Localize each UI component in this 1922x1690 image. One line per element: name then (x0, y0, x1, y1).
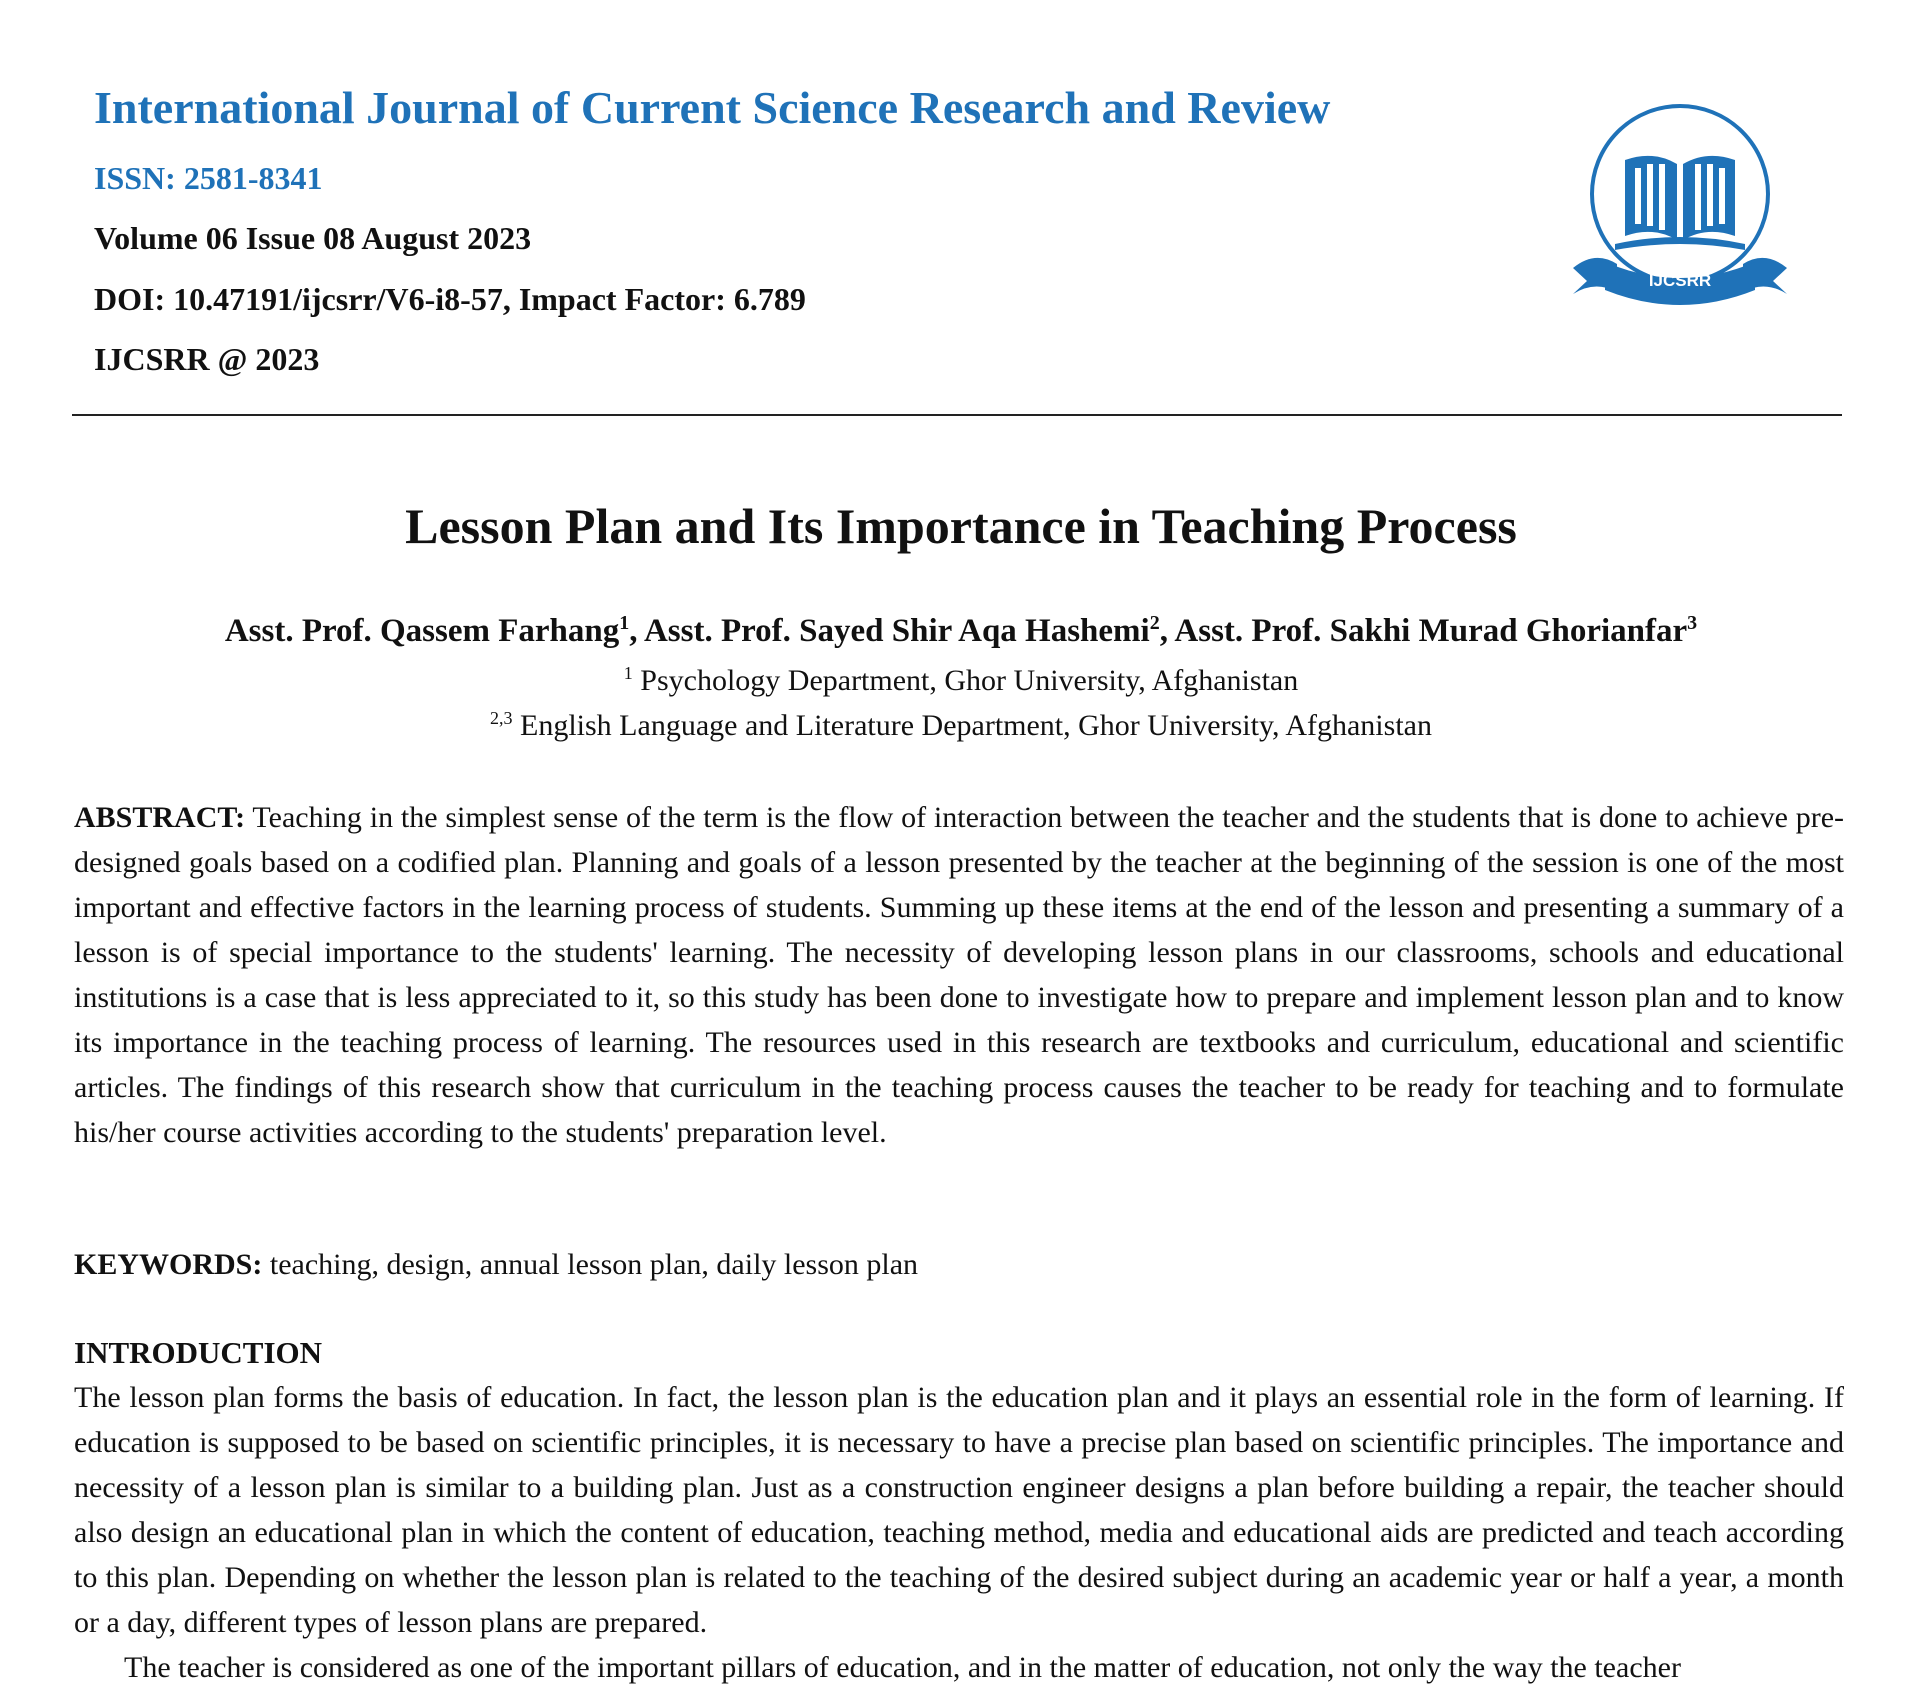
author-name: Asst. Prof. Sakhi Murad Ghorianfar (1174, 613, 1688, 649)
affiliation-marker: 1 (623, 663, 633, 683)
author-list (0, 612, 1922, 652)
keywords (74, 1242, 1844, 1287)
journal-volume: Volume 06 Issue 08 August 2023 (94, 220, 532, 257)
author-affil-marker: 1 (619, 612, 630, 634)
paragraph: The lesson plan forms the basis of education. In fact, the lesson plan is the education plan and it plays an essential role in the form of learning. If education is supposed to be based on scientific principles, it is necessary to have a precise plan based on scientific principles. The importance and necessity of a lesson plan is similar to a building plan. Just as a construction engineer designs a plan before building a repair, the teacher should also design an educational plan in which the content of education, teaching method, media and educational aids are predicted and teach according to this plan. Depending on whether the lesson plan is related to the teaching of the desired subject during an academic year or half a year, a month or a day, different types of lesson plans are prepared. (74, 1381, 1844, 1639)
affiliation-text: English Language and Literature Department, Ghor University, Afghanistan (512, 709, 1432, 742)
author-separator: , (1159, 613, 1175, 649)
introduction-body (74, 1375, 1844, 1690)
paper-title: Lesson Plan and Its Importance in Teaching Process (405, 498, 1517, 554)
author-name: Asst. Prof. Sayed Shir Aqa Hashemi (643, 613, 1150, 649)
keywords-label: KEYWORDS: (74, 1248, 263, 1281)
affiliation (0, 708, 1922, 744)
journal-doi: DOI: 10.47191/ijcsrr/V6-i8-57, Impact Factor: 6.789 (94, 280, 806, 317)
journal-name: International Journal of Current Science Research and Review (94, 82, 1331, 133)
journal-issn: ISSN: 2581-8341 (94, 159, 323, 196)
keywords-text: teaching, design, annual lesson plan, daily lesson plan (262, 1248, 919, 1281)
journal-logo-icon (1565, 98, 1795, 313)
author-affil-marker: 2 (1149, 612, 1160, 634)
journal-header (94, 82, 1544, 378)
header-divider (72, 414, 1842, 416)
author-name: Asst. Prof. Qassem Farhang (224, 613, 620, 649)
affiliation (0, 663, 1922, 699)
journal-copyright: IJCSRR @ 2023 (94, 341, 320, 378)
abstract (74, 795, 1844, 1155)
logo-text: IJCSRR (1648, 271, 1712, 290)
author-separator: , (629, 613, 644, 649)
affiliation-text: Psychology Department, Ghor University, Afghanistan (632, 664, 1299, 697)
affiliation-marker: 2,3 (490, 708, 513, 728)
abstract-label: ABSTRACT: (74, 801, 246, 834)
abstract-text: Teaching in the simplest sense of the term is the flow of interaction between the teacher and the students that is done to achieve pre-designed goals based on a codified plan. Planning and goals of a lesson presented by the teacher at the beginning of the session is one of the most important and effective factors in the learning process of students. Summing up these items at the end of the lesson and presenting a summary of a lesson is of special importance to the students' learning. The necessity of developing lesson plans in our classrooms, schools and educational institutions is a case that is less appreciated to it, so this study has been done to investigate how to prepare and implement lesson plan and to know its importance in the teaching process of learning. The resources used in this research are textbooks and curriculum, educational and scientific articles. The findings of this research show that curriculum in the teaching process causes the teacher to be ready for teaching and to formulate his/her course activities according to the students' preparation level. (74, 801, 1844, 1149)
author-affil-marker: 3 (1687, 612, 1698, 634)
section-heading-introduction: INTRODUCTION (74, 1335, 323, 1370)
paragraph: The teacher is considered as one of the important pillars of education, and in the matter of education, not only the way the teacher (124, 1651, 1681, 1684)
